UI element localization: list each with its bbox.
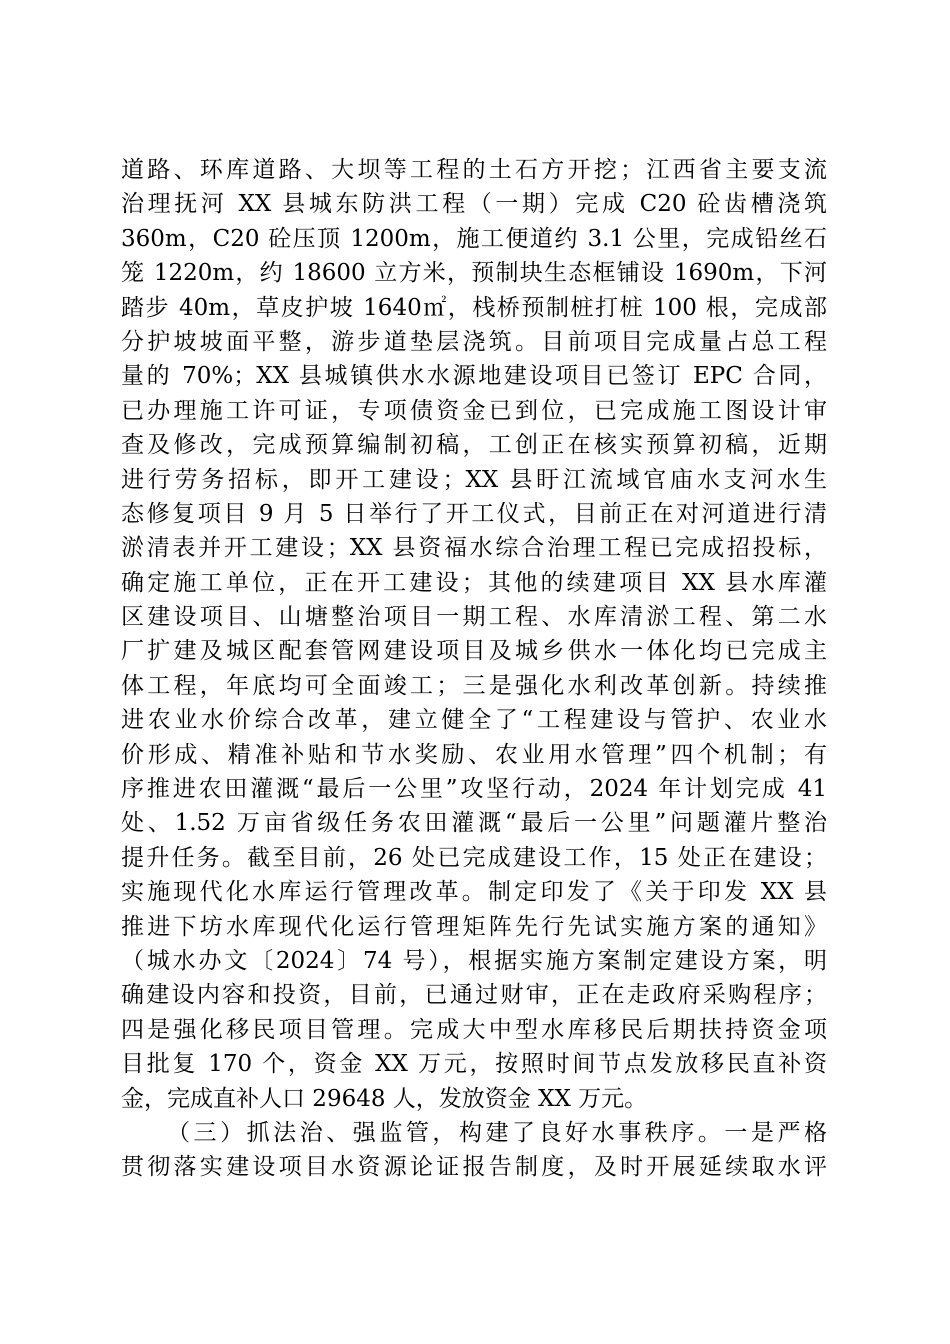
- text-line: 体工程，年底均可全面竣工；三是强化水利改革创新。持续推: [121, 672, 827, 699]
- section-heading-line: [121, 1116, 827, 1150]
- text-line: 笼 1220m，约 18600 立方米，预制块生态框铺设 1690m，下河: [121, 260, 827, 287]
- text-line: 道路、环库道路、大坝等工程的土石方开挖；江西省主要支流: [121, 157, 827, 183]
- text-line: 确建设内容和投资，目前，已通过财审，正在走政府采购程序；: [121, 982, 827, 1009]
- text-line: 治理抚河 XX 县城东防洪工程（一期）完成 C20 砼齿槽浇筑: [121, 191, 827, 218]
- text-line: 推进下坊水库现代化运行管理矩阵先行先试实施方案的通知》: [121, 913, 827, 940]
- section-heading-continuation: 一是严格: [724, 1119, 828, 1146]
- text-line: 已办理施工许可证，专项债资金已到位，已完成施工图设计审: [121, 397, 827, 424]
- text-line: 实施现代化水库运行管理改革。制定印发了《关于印发 XX 县: [121, 879, 827, 906]
- text-line: 踏步 40m，草皮护坡 1640㎡，栈桥预制桩打桩 100 根，完成部: [121, 294, 827, 321]
- text-line: 四是强化移民项目管理。完成大中型水库移民后期扶持资金项: [121, 1016, 827, 1043]
- text-line: 淤清表并开工建设；XX 县资福水综合治理工程已完成招投标，: [121, 535, 827, 562]
- text-line: 序推进农田灌溉“最后一公里”攻坚行动，2024 年计划完成 41: [121, 776, 827, 803]
- text-line: （城水办文〔2024〕74 号），根据实施方案制定建设方案，明: [121, 947, 827, 974]
- text-line: 进农业水价综合改革，建立健全了“工程建设与管护、农业水: [121, 707, 827, 734]
- section-heading: （三）抓法治、强监管，构建了良好水事秩序。: [167, 1119, 725, 1146]
- text-line: 确定施工单位，正在开工建设；其他的续建项目 XX 县水库灌: [121, 569, 827, 596]
- text-line: 贯彻落实建设项目水资源论证报告制度，及时开展延续取水评: [121, 1154, 827, 1181]
- text-line: 360m，C20 砼压顶 1200m，施工便道约 3.1 公里，完成铅丝石: [121, 225, 827, 252]
- text-line: 量的 70%；XX 县城镇供水水源地建设项目已签订 EPC 合同，: [121, 363, 827, 390]
- text-line: 金，完成直补人口 29648 人，发放资金 XX 万元。: [121, 1085, 648, 1112]
- text-line: 价形成、精准补贴和节水奖励、农业用水管理”四个机制；有: [121, 741, 827, 768]
- body-text: [121, 153, 827, 1185]
- text-line: 查及修改，完成预算编制初稿，工创正在核实预算初稿，近期: [121, 432, 827, 459]
- text-line: 态修复项目 9 月 5 日举行了开工仪式，目前正在对河道进行清: [121, 500, 827, 527]
- text-line: 厂扩建及城区配套管网建设项目及城乡供水一体化均已完成主: [121, 638, 827, 665]
- text-line: 目批复 170 个，资金 XX 万元，按照时间节点发放移民直补资: [121, 1051, 827, 1078]
- text-line: 进行劳务招标，即开工建设；XX 县盱江流域官庙水支河水生: [121, 466, 827, 493]
- text-line: 分护坡坡面平整，游步道垫层浇筑。目前项目完成量占总工程: [121, 328, 827, 355]
- text-line: 提升任务。截至目前，26 处已完成建设工作，15 处正在建设；: [121, 844, 827, 871]
- text-line: 处、1.52 万亩省级任务农田灌溉“最后一公里”问题灌片整治: [121, 810, 827, 837]
- text-line: 区建设项目、山塘整治项目一期工程、水库清淤工程、第二水: [121, 604, 827, 631]
